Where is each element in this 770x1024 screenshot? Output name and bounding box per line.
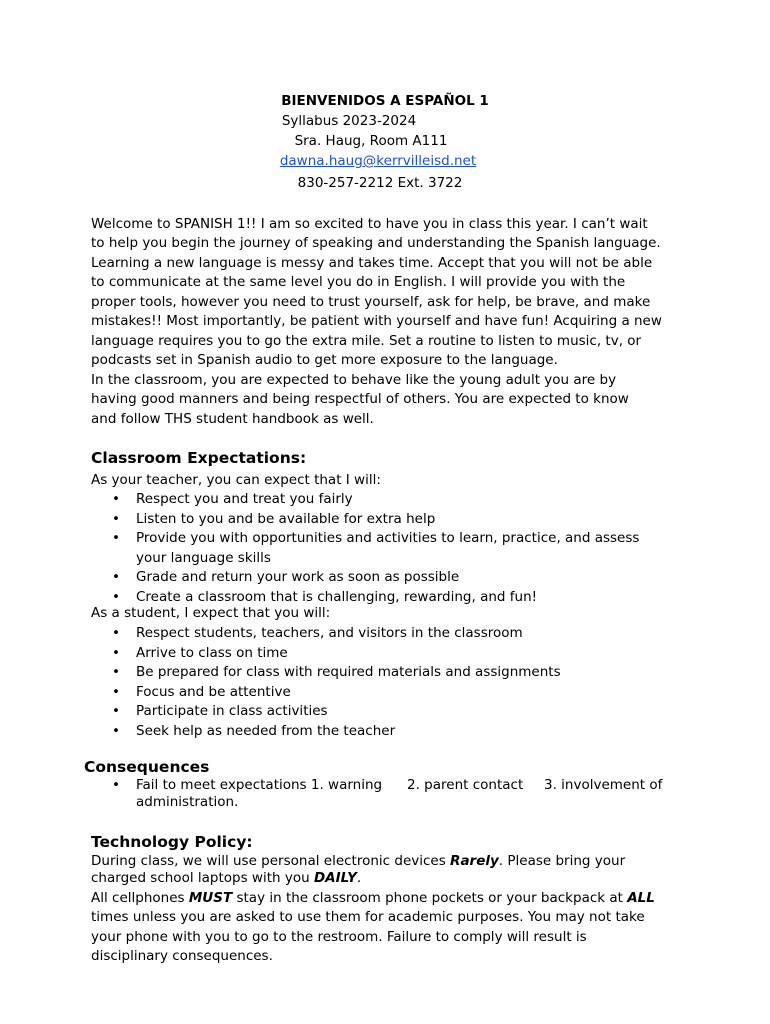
syllabus-year: Syllabus 2023-2024 [281,113,417,129]
email-line [0,153,763,169]
list-item: • Create a classroom that is challenging, rewarding, and fun! [91,588,639,608]
cellphone-line: All cellphones MUST stay in the classroom phone pockets or your backpack at ALL [91,890,655,906]
list-item-continuation: your language skills [136,549,271,566]
bullet-icon: • [112,510,120,527]
consequences-heading: Consequences [84,758,210,776]
bullet-icon: • [112,491,120,507]
list-item: • Respect students, teachers, and visitors in the classroom [91,624,561,644]
cellphone-line: times unless you are asked to use them for academic purposes. You may not take [91,909,645,925]
behavior-line: and follow THS student handbook as well. [91,411,374,427]
list-item: • Arrive to class on time [91,644,561,664]
behavior-line: In the classroom, you are expected to behave like the young adult you are by [91,372,617,388]
bullet-icon: • [112,569,120,585]
consequences-step-parent: 2. parent contact [407,777,524,793]
bullet-icon: • [112,703,120,719]
welcome-line: to help you begin the journey of speaking and understanding the Spanish language. [91,235,661,251]
teacher-intro: As your teacher, you can expect that I will: [91,472,381,488]
bullet-icon: • [112,664,120,680]
technology-line: During class, we will use personal electronic devices Rarely. Please bring your [91,853,626,869]
phone-line: 830-257-2212 Ext. 3722 [297,175,463,191]
student-intro: As a student, I expect that you will: [91,605,331,621]
consequences-step-admin: 3. involvement of [544,777,663,793]
technology-heading: Technology Policy: [91,833,253,851]
welcome-line: Welcome to SPANISH 1!! I am so excited to have you in class this year. I can’t wait [91,216,648,232]
expectations-heading: Classroom Expectations: [91,449,307,467]
list-item: • Respect you and treat you fairly [91,490,639,510]
welcome-line: mistakes!! Most importantly, be patient with yourself and have fun! Acquiring a new [91,313,662,329]
bullet-icon: • [112,644,120,661]
teacher-expectations-list [91,490,639,607]
bullet-icon: • [112,530,120,546]
list-item: • Provide you with opportunities and activities to learn, practice, and assess [91,529,639,549]
welcome-line: Learning a new language is messy and takes time. Accept that you will not be able [91,255,653,271]
bullet-icon: • [112,588,120,605]
list-item: • Listen to you and be available for extra help [91,510,639,530]
teacher-room: Sra. Haug, Room A111 [294,133,448,149]
welcome-line: proper tools, however you need to trust yourself, ask for help, be brave, and make [91,294,651,310]
list-item: • Focus and be attentive [91,683,561,703]
bullet-icon: • [112,777,120,793]
list-item: • Seek help as needed from the teacher [91,722,561,742]
email-link[interactable]: dawna.haug@kerrvilleisd.net [279,153,477,169]
consequences-step-warning: Fail to meet expectations 1. warning [136,777,383,793]
behavior-line: having good manners and being respectful of others. You are expected to know [91,391,629,407]
welcome-line: to communicate at the same level you do in English. I will provide you with the [91,274,626,290]
list-item: • Be prepared for class with required materials and assignments [91,663,561,683]
list-item: • Participate in class activities [91,702,561,722]
cellphone-line: your phone with you to go to the restroom. Failure to comply will result is [91,929,587,945]
consequences-continuation: administration. [136,794,239,810]
welcome-line: language requires you to go the extra mile. Set a routine to listen to music, tv, or [91,333,642,349]
document-title: BIENVENIDOS A ESPAÑOL 1 [281,93,489,109]
technology-line: charged school laptops with you DAILY. [91,870,362,886]
list-item: • Grade and return your work as soon as possible [91,568,639,588]
cellphone-line: disciplinary consequences. [91,948,273,964]
bullet-icon: • [112,683,120,700]
bullet-icon: • [112,625,120,641]
welcome-line: podcasts set in Spanish audio to get more exposure to the language. [91,352,558,368]
bullet-icon: • [112,722,120,739]
student-expectations-list [91,624,561,741]
